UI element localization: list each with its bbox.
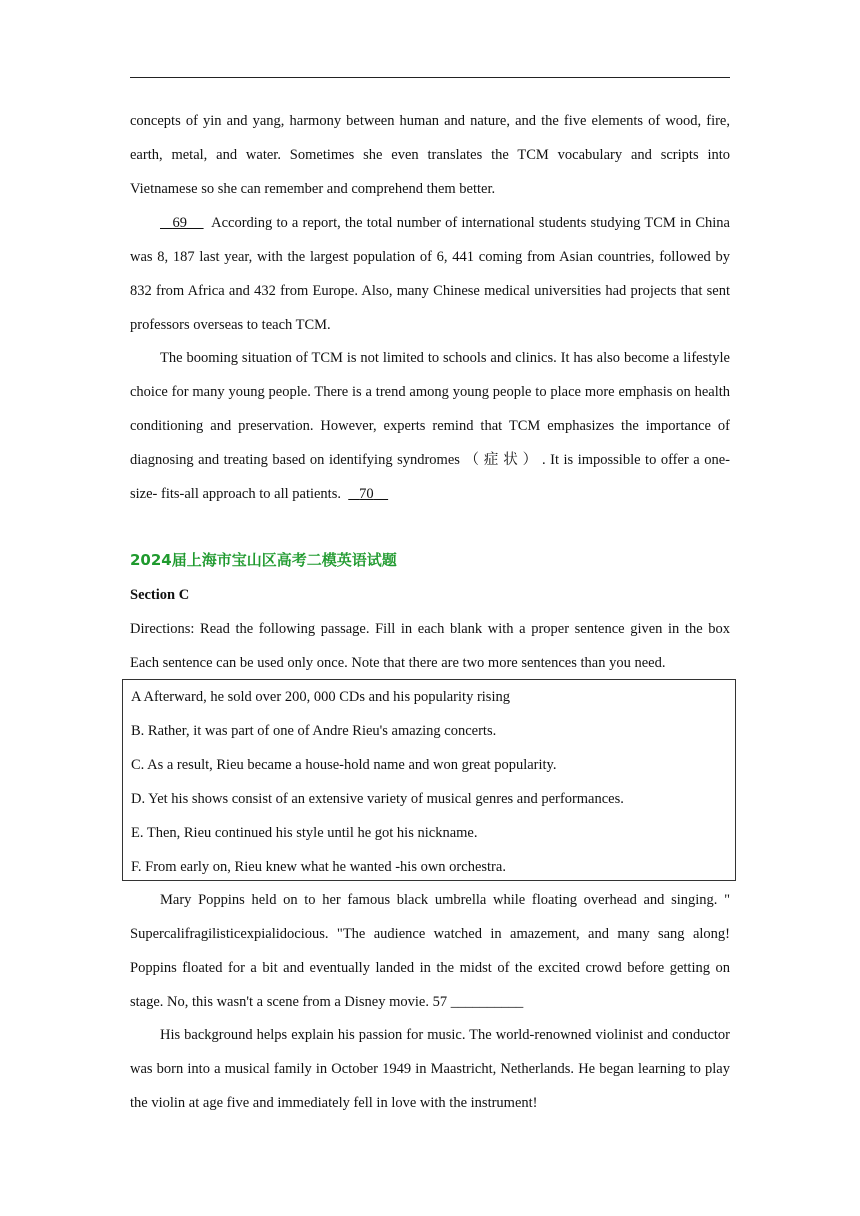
paragraph-text: According to a report, the total number of international students studying TCM in China was 8, 187 last year, with the largest population of 6, 441 coming from Asian countries, followed by 832 from Africa and 432 from Europe. Also, many Chinese medical universities had projects that sent professors overseas to teach TCM.: [130, 215, 730, 333]
paragraph-text: The booming situation of TCM is not limited to schools and clinics. It has also become a lifestyle choice for many young people. There is a trend among young people to place more emphasis on health conditioning and preservation. However, experts remind that TCM emphasizes the importance of diagnosing and treating based on identifying syndromes: [130, 350, 730, 468]
directions: Directions: Read the following passage. Fill in each blank with a proper sentence given in the box Each sentence can be used only once. Note that there are two more sentences than you need.: [130, 621, 730, 671]
chinese-annotation: （症状）: [464, 452, 542, 468]
option-e: E. Then, Rieu continued his style until he got his nickname.: [131, 825, 478, 841]
options-box: [122, 679, 736, 881]
option-b: B. Rather, it was part of one of Andre Rieu's amazing concerts.: [131, 723, 497, 739]
paragraph-poppins: Mary Poppins held on to her famous black umbrella while floating overhead and singing. " Supercalifragilisticexpialidocious. "The audience watched in amazement, and many sang along! Poppins floated for a bit and eventually landed in the midst of the excited crowd before getting on stage. No, this wasn't a scene from a Disney movie. 57 __________: [130, 892, 730, 1010]
option-f: F. From early on, Rieu knew what he wanted -his own orchestra.: [131, 859, 506, 875]
option-c: C. As a result, Rieu became a house-hold name and won great popularity.: [131, 757, 557, 773]
blank-69: 69: [172, 215, 187, 231]
paragraph-booming: [130, 341, 730, 511]
section-title: Section C: [130, 587, 190, 603]
option-a: A Afterward, he sold over 200, 000 CDs and his popularity rising: [131, 689, 510, 705]
blank-70: 70: [359, 486, 374, 502]
header-rule: [130, 77, 730, 78]
paragraph-69: [130, 206, 730, 342]
option-d: D. Yet his shows consist of an extensive variety of musical genres and performances.: [131, 791, 624, 807]
paragraph-text: . It is impossible to offer a one-size- fits-all approach to all patients.: [130, 452, 730, 502]
paragraph-background: His background helps explain his passion for music. The world-renowned violinist and conductor was born into a musical family in October 1949 in Maastricht, Netherlands. He began learning to play the violin at age five and immediately fell in love with the instrument!: [130, 1027, 730, 1111]
paragraph-yin-yang: [130, 104, 730, 206]
paragraph-text: concepts of yin and yang, harmony between human and nature, and the five elements of wood, fire, earth, metal, and water. Sometimes she even translates the TCM vocabulary and scripts into Vietnamese so she can remember and comprehend them better.: [130, 113, 730, 197]
exam-heading: 2024届上海市宝山区高考二模英语试题: [130, 551, 397, 569]
